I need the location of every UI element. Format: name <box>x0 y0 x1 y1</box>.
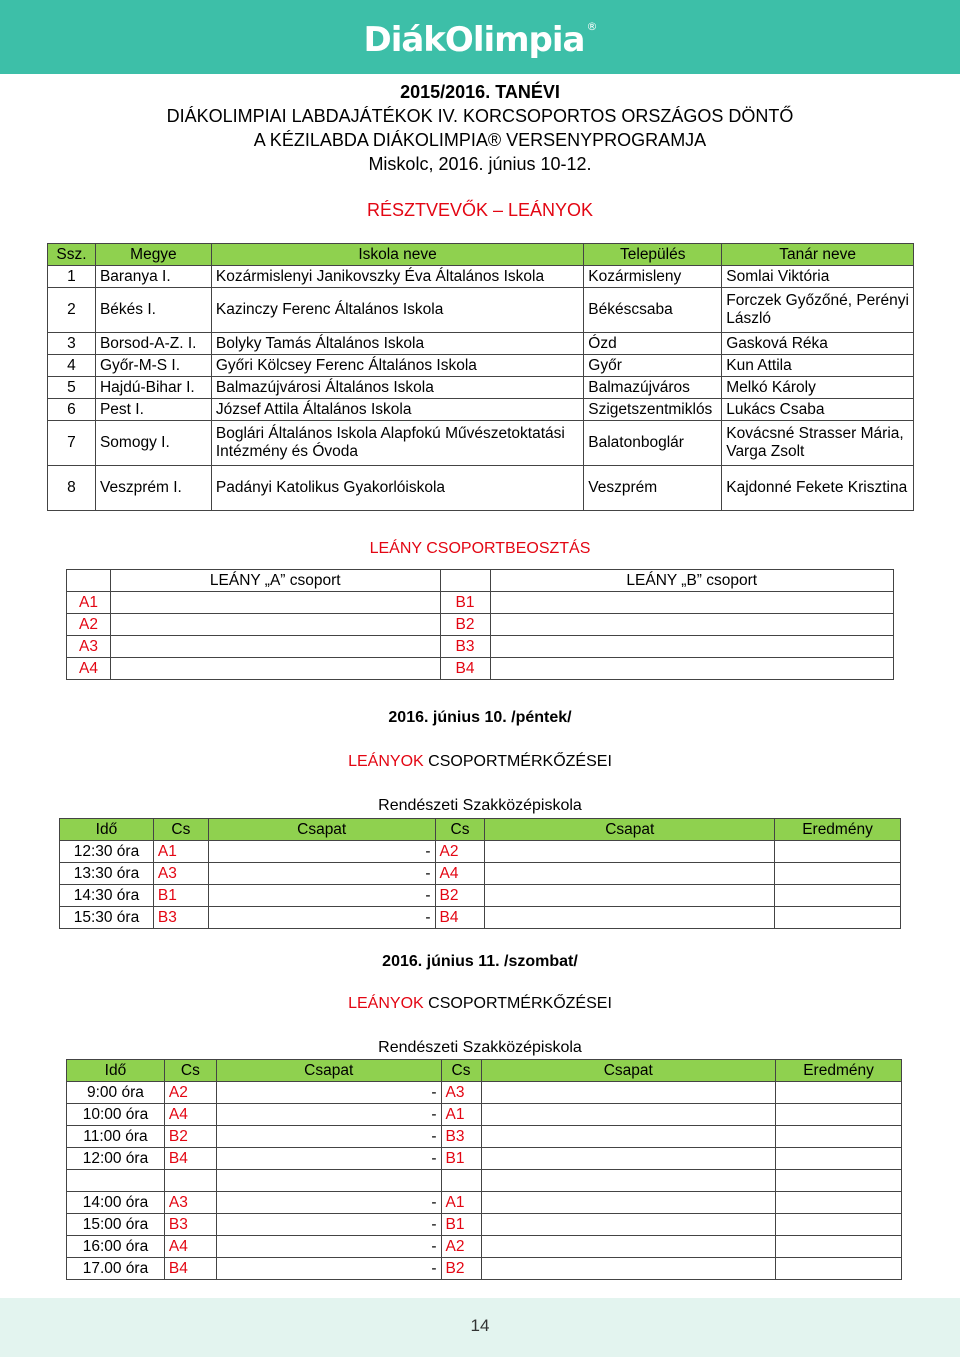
team-1-code: A2 <box>164 1082 216 1104</box>
page-number: 14 <box>470 1316 490 1335</box>
match-row <box>67 1126 902 1148</box>
match-time: 14:00 óra <box>67 1192 165 1214</box>
row-number: 8 <box>48 466 96 511</box>
group-row <box>67 614 894 636</box>
col-header-cs2: Cs <box>441 1060 481 1082</box>
school-cell: József Attila Általános Iskola <box>211 399 583 421</box>
team-1-code: A4 <box>164 1104 216 1126</box>
row-number: 2 <box>48 288 96 333</box>
teacher-cell: Gasková Réka <box>722 333 914 355</box>
day1-header-row <box>60 819 901 841</box>
match-dash: - <box>208 863 435 885</box>
town-cell: Békéscsaba <box>584 288 722 333</box>
school-cell: Boglári Általános Iskola Alapfokú Művészetoktatási Intézmény és Óvoda <box>211 421 583 466</box>
group-a-empty <box>110 614 440 636</box>
teacher-cell: Forczek Győzőné, Perényi László <box>722 288 914 333</box>
participant-row <box>48 377 914 399</box>
county-cell: Baranya I. <box>95 266 211 288</box>
team-2-code: A2 <box>435 841 485 863</box>
match-dash <box>216 1170 441 1192</box>
team-1-code: A4 <box>164 1236 216 1258</box>
county-cell: Pest I. <box>95 399 211 421</box>
team-2-name <box>485 885 775 907</box>
col-header-ido: Idő <box>60 819 154 841</box>
title-program: A KÉZILABDA DIÁKOLIMPIA® VERSENYPROGRAMJA <box>253 130 707 150</box>
county-cell: Békés I. <box>95 288 211 333</box>
match-dash: - <box>208 907 435 929</box>
group-b-empty <box>490 614 894 636</box>
header-banner <box>0 0 960 74</box>
group-row <box>67 636 894 658</box>
participant-row <box>48 266 914 288</box>
team-2-name <box>481 1192 776 1214</box>
match-dash: - <box>216 1214 441 1236</box>
team-1-code <box>164 1170 216 1192</box>
group-a-team: A2 <box>67 614 111 636</box>
match-row <box>67 1258 902 1280</box>
school-cell: Balmazújvárosi Általános Iskola <box>211 377 583 399</box>
match-time: 15:00 óra <box>67 1214 165 1236</box>
county-cell: Borsod-A-Z. I. <box>95 333 211 355</box>
match-result <box>775 907 901 929</box>
section-title: RÉSZTVEVŐK – LEÁNYOK <box>366 200 594 220</box>
teacher-cell: Melkó Károly <box>722 377 914 399</box>
team-2-code: B4 <box>435 907 485 929</box>
group-b-team: B2 <box>440 614 490 636</box>
school-cell: Padányi Katolikus Gyakorlóiskola <box>211 466 583 511</box>
match-time: 10:00 óra <box>67 1104 165 1126</box>
team-1-code: B3 <box>164 1214 216 1236</box>
group-a-title: LEÁNY „A” csoport <box>110 570 440 592</box>
match-row <box>67 1236 902 1258</box>
participant-row <box>48 466 914 511</box>
col-header-telepules: Település <box>584 244 722 266</box>
team-1-code: A1 <box>153 841 208 863</box>
team-2-code: A1 <box>441 1192 481 1214</box>
group-b-empty <box>490 592 894 614</box>
logo-text: DiákOlimpia <box>363 20 585 60</box>
team-1-code: B4 <box>164 1258 216 1280</box>
town-cell: Győr <box>584 355 722 377</box>
col-header-tanar: Tanár neve <box>722 244 914 266</box>
row-number: 3 <box>48 333 96 355</box>
group-b-empty <box>490 658 894 680</box>
match-result <box>776 1148 902 1170</box>
row-number: 5 <box>48 377 96 399</box>
group-b-empty <box>490 636 894 658</box>
group-b-team: B3 <box>440 636 490 658</box>
match-row <box>67 1214 902 1236</box>
match-time: 13:30 óra <box>60 863 154 885</box>
title-year: 2015/2016. TANÉVI <box>400 82 560 102</box>
diakolimpia-logo <box>0 20 960 60</box>
day1-matches-table <box>59 818 901 929</box>
group-b-team: B1 <box>440 592 490 614</box>
title-event: DIÁKOLIMPIAI LABDAJÁTÉKOK IV. KORCSOPORTOS ORSZÁGOS DÖNTŐ <box>166 106 794 126</box>
school-cell: Győri Kölcsey Ferenc Általános Iskola <box>211 355 583 377</box>
day2-header-row <box>67 1060 902 1082</box>
team-2-code: B1 <box>441 1214 481 1236</box>
day2-date: 2016. június 11. /szombat/ <box>382 953 578 970</box>
groups-table <box>66 569 894 680</box>
day1-date: 2016. június 10. /péntek/ <box>388 709 572 726</box>
title-location-date: Miskolc, 2016. június 10-12. <box>368 154 592 174</box>
participant-row <box>48 399 914 421</box>
day2-matches-table <box>66 1059 902 1280</box>
town-cell: Veszprém <box>584 466 722 511</box>
logo-mark: ® <box>586 20 597 33</box>
group-b-team: B4 <box>440 658 490 680</box>
day1-venue: Rendészeti Szakközépiskola <box>378 797 582 814</box>
participants-header-row <box>48 244 914 266</box>
match-result <box>776 1214 902 1236</box>
team-1-code: B2 <box>164 1126 216 1148</box>
day1-title-red: LEÁNYOK <box>348 753 424 770</box>
match-result <box>775 863 901 885</box>
match-row <box>60 907 901 929</box>
match-row <box>60 885 901 907</box>
day2-title-rest: CSOPORTMÉRKŐZÉSEI <box>423 995 612 1012</box>
team-2-code: A2 <box>441 1236 481 1258</box>
team-2-name <box>481 1148 776 1170</box>
match-result <box>775 841 901 863</box>
match-dash: - <box>216 1192 441 1214</box>
group-a-empty <box>110 592 440 614</box>
county-cell: Hajdú-Bihar I. <box>95 377 211 399</box>
match-time: 17.00 óra <box>67 1258 165 1280</box>
team-2-code: A4 <box>435 863 485 885</box>
school-cell: Kazinczy Ferenc Általános Iskola <box>211 288 583 333</box>
match-time: 14:30 óra <box>60 885 154 907</box>
col-header-cs1: Cs <box>153 819 208 841</box>
group-b-corner <box>440 570 490 592</box>
group-a-corner <box>67 570 111 592</box>
team-1-code: A3 <box>164 1192 216 1214</box>
team-2-name <box>481 1236 776 1258</box>
col-header-eredmeny: Eredmény <box>776 1060 902 1082</box>
match-dash: - <box>216 1236 441 1258</box>
participant-row <box>48 355 914 377</box>
group-b-title: LEÁNY „B” csoport <box>490 570 894 592</box>
col-header-cs2: Cs <box>435 819 485 841</box>
team-2-code: B2 <box>441 1258 481 1280</box>
team-1-code: B3 <box>153 907 208 929</box>
town-cell: Szigetszentmiklós <box>584 399 722 421</box>
col-header-cs1: Cs <box>164 1060 216 1082</box>
day1-title <box>0 753 960 771</box>
match-row <box>60 863 901 885</box>
team-2-code: A1 <box>441 1104 481 1126</box>
town-cell: Balatonboglár <box>584 421 722 466</box>
match-result <box>776 1192 902 1214</box>
teacher-cell: Kun Attila <box>722 355 914 377</box>
group-a-empty <box>110 636 440 658</box>
row-number: 1 <box>48 266 96 288</box>
teacher-cell: Lukács Csaba <box>722 399 914 421</box>
match-result <box>775 885 901 907</box>
match-dash: - <box>216 1126 441 1148</box>
county-cell: Veszprém I. <box>95 466 211 511</box>
team-1-code: B1 <box>153 885 208 907</box>
match-time: 11:00 óra <box>67 1126 165 1148</box>
team-2-code: B1 <box>441 1148 481 1170</box>
match-result <box>776 1170 902 1192</box>
day2-title <box>0 995 960 1013</box>
col-header-csapat2: Csapat <box>481 1060 776 1082</box>
team-2-name <box>481 1214 776 1236</box>
match-dash: - <box>208 841 435 863</box>
team-2-name <box>485 841 775 863</box>
team-2-code: A3 <box>441 1082 481 1104</box>
team-2-name <box>481 1082 776 1104</box>
col-header-csapat1: Csapat <box>216 1060 441 1082</box>
match-result <box>776 1258 902 1280</box>
match-row <box>67 1170 902 1192</box>
team-2-name <box>481 1104 776 1126</box>
group-row <box>67 592 894 614</box>
match-result <box>776 1236 902 1258</box>
team-2-code <box>441 1170 481 1192</box>
teacher-cell: Somlai Viktória <box>722 266 914 288</box>
col-header-megye: Megye <box>95 244 211 266</box>
col-header-iskola: Iskola neve <box>211 244 583 266</box>
school-cell: Bolyky Tamás Általános Iskola <box>211 333 583 355</box>
team-2-name <box>485 907 775 929</box>
match-dash: - <box>216 1104 441 1126</box>
day2-venue: Rendészeti Szakközépiskola <box>378 1039 582 1056</box>
teacher-cell: Kajdonné Fekete Krisztina <box>722 466 914 511</box>
match-time <box>67 1170 165 1192</box>
town-cell: Balmazújváros <box>584 377 722 399</box>
row-number: 4 <box>48 355 96 377</box>
team-2-code: B3 <box>441 1126 481 1148</box>
participant-row <box>48 288 914 333</box>
match-row <box>67 1082 902 1104</box>
group-row <box>67 658 894 680</box>
team-2-name <box>481 1126 776 1148</box>
group-a-team: A1 <box>67 592 111 614</box>
team-1-code: A3 <box>153 863 208 885</box>
county-cell: Győr-M-S I. <box>95 355 211 377</box>
group-a-empty <box>110 658 440 680</box>
col-header-ido: Idő <box>67 1060 165 1082</box>
match-time: 12:30 óra <box>60 841 154 863</box>
match-time: 12:00 óra <box>67 1148 165 1170</box>
col-header-ssz: Ssz. <box>48 244 96 266</box>
groups-title: LEÁNY CSOPORTBEOSZTÁS <box>369 540 591 557</box>
teacher-cell: Kovácsné Strasser Mária, Varga Zsolt <box>722 421 914 466</box>
col-header-csapat1: Csapat <box>208 819 435 841</box>
day2-title-red: LEÁNYOK <box>348 995 424 1012</box>
match-time: 15:30 óra <box>60 907 154 929</box>
match-dash: - <box>208 885 435 907</box>
team-2-code: B2 <box>435 885 485 907</box>
match-result <box>776 1126 902 1148</box>
group-a-team: A3 <box>67 636 111 658</box>
participants-table <box>47 243 914 511</box>
participant-row <box>48 421 914 466</box>
day1-title-rest: CSOPORTMÉRKŐZÉSEI <box>423 753 612 770</box>
match-dash: - <box>216 1148 441 1170</box>
team-2-name <box>481 1170 776 1192</box>
school-cell: Kozármislenyi Janikovszky Éva Általános Iskola <box>211 266 583 288</box>
match-dash: - <box>216 1082 441 1104</box>
match-time: 16:00 óra <box>67 1236 165 1258</box>
match-dash: - <box>216 1258 441 1280</box>
match-row <box>67 1148 902 1170</box>
town-cell: Kozármisleny <box>584 266 722 288</box>
match-result <box>776 1082 902 1104</box>
match-time: 9:00 óra <box>67 1082 165 1104</box>
match-row <box>67 1192 902 1214</box>
county-cell: Somogy I. <box>95 421 211 466</box>
team-1-code: B4 <box>164 1148 216 1170</box>
team-2-name <box>485 863 775 885</box>
group-a-team: A4 <box>67 658 111 680</box>
row-number: 7 <box>48 421 96 466</box>
town-cell: Ózd <box>584 333 722 355</box>
match-result <box>776 1104 902 1126</box>
participant-row <box>48 333 914 355</box>
match-row <box>60 841 901 863</box>
match-row <box>67 1104 902 1126</box>
row-number: 6 <box>48 399 96 421</box>
col-header-eredmeny: Eredmény <box>775 819 901 841</box>
team-2-name <box>481 1258 776 1280</box>
col-header-csapat2: Csapat <box>485 819 775 841</box>
